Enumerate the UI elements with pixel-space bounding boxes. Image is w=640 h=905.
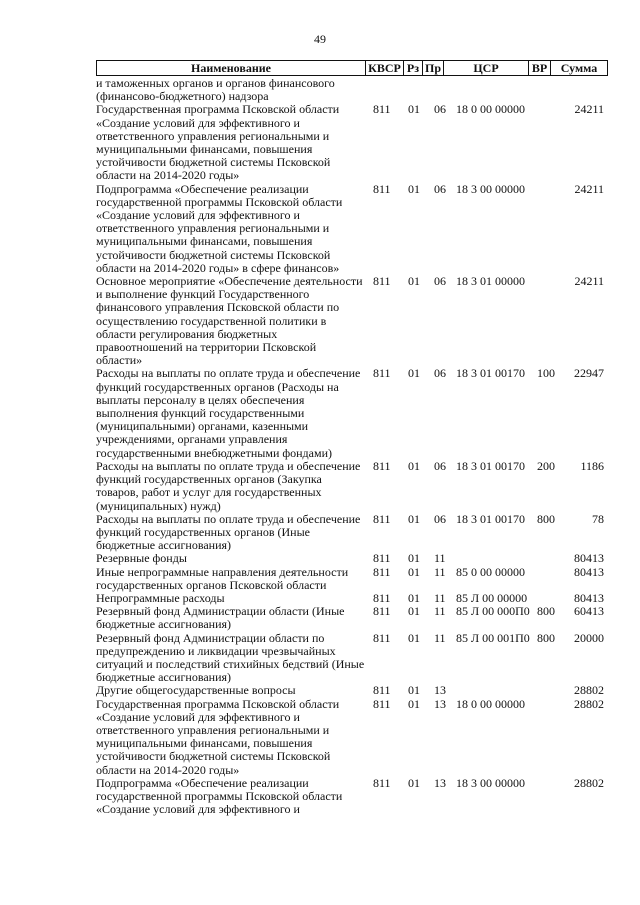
cell-name: Иные непрограммные направления деятельности государственных органов Псковской области — [96, 564, 349, 592]
cell-rz: 01 — [408, 102, 420, 117]
cell-sum: 20000 — [574, 630, 604, 645]
cell-pr: 13 — [434, 775, 446, 790]
cell-rz: 01 — [408, 775, 420, 790]
cell-name: Расходы на выплаты по оплате труда и обеспечение функций государственных органов (Расходы на выплаты персоналу в целях обеспечения выполнения функций государственными (муниципальными) органами, казенными учреждениями, органами управления государственными внебюджетными фондами) — [96, 366, 361, 460]
table-header — [96, 60, 608, 76]
table-row — [96, 698, 608, 777]
cell-name: Расходы на выплаты по оплате труда и обеспечение функций государственных органов (Закупка товаров, работ и услуг для государственных (муниципальных) нужд) — [96, 458, 361, 513]
table-row — [96, 632, 608, 685]
header-kvsr: КВСР — [366, 61, 404, 75]
cell-sum: 24211 — [574, 102, 604, 117]
cell-name: Подпрограмма «Обеспечение реализации государственной программы Псковской области «Создание условий для эффективного и ответственного управления региональными и муниципальными финансами, повышения устойчивости бюджетной системы Псковской области на 2014-2020 годы» в сфере финансов» — [96, 181, 343, 275]
cell-pr: 11 — [434, 604, 446, 619]
cell-name: Резервный фонд Администрации области (Иные бюджетные ассигнования) — [96, 604, 345, 632]
cell-rz: 01 — [408, 511, 420, 526]
cell-csr: 18 3 00 00000 — [456, 181, 525, 196]
cell-rz: 01 — [408, 181, 420, 196]
table-row — [96, 275, 608, 367]
table-row — [96, 552, 608, 565]
cell-kvsr: 811 — [373, 181, 391, 196]
cell-name: Непрограммные расходы — [96, 590, 225, 605]
cell-kvsr: 811 — [373, 458, 391, 473]
cell-vr: 800 — [537, 604, 555, 619]
cell-vr: 800 — [537, 511, 555, 526]
cell-rz: 01 — [408, 274, 420, 289]
cell-rz: 01 — [408, 458, 420, 473]
cell-sum: 24211 — [574, 181, 604, 196]
cell-name: Основное мероприятие «Обеспечение деятельности и выполнение функций Государственного финансового управления Псковской области по осуществлению государственной политики в области регулирования бюджетных правоотношений на территории Псковской области» — [96, 274, 363, 368]
header-csr: ЦСР — [444, 61, 529, 75]
cell-csr: 18 0 00 00000 — [456, 696, 525, 711]
header-sum: Сумма — [560, 61, 598, 75]
table-row — [96, 460, 608, 513]
header-vr: ВР — [529, 61, 551, 75]
cell-pr: 13 — [434, 683, 446, 698]
cell-sum: 80413 — [574, 551, 604, 566]
header-pr: Пр — [423, 61, 444, 75]
cell-pr: 06 — [434, 274, 446, 289]
cell-kvsr: 811 — [373, 102, 391, 117]
cell-csr: 18 0 00 00000 — [456, 102, 525, 117]
cell-sum: 24211 — [574, 274, 604, 289]
cell-sum: 80413 — [574, 590, 604, 605]
cell-name: Государственная программа Псковской области «Создание условий для эффективного и ответственного управления региональными и муниципальными финансами, повышения устойчивости бюджетной системы Псковской области на 2014-2020 годы» — [96, 696, 340, 777]
cell-kvsr: 811 — [373, 274, 391, 289]
cell-name: Подпрограмма «Обеспечение реализации государственной программы Псковской области «Создание условий для эффективного и — [96, 775, 343, 817]
cell-name: Резервный фонд Администрации области по предупреждению и ликвидации чрезвычайных ситуаций и последствий стихийных бедствий (Иные бюджетные ассигнования) — [96, 630, 365, 685]
header-rz: Рз — [404, 61, 423, 75]
cell-vr: 200 — [537, 458, 555, 473]
cell-name: Резервные фонды — [96, 551, 187, 566]
cell-csr: 18 3 00 00000 — [456, 775, 525, 790]
cell-kvsr: 811 — [373, 696, 391, 711]
header-name: Наименование — [97, 61, 366, 75]
cell-sum: 60413 — [574, 604, 604, 619]
cell-pr: 06 — [434, 102, 446, 117]
cell-rz: 01 — [408, 696, 420, 711]
cell-sum: 1186 — [580, 458, 604, 473]
cell-pr: 11 — [434, 630, 446, 645]
cell-rz: 01 — [408, 564, 420, 579]
cell-name: Государственная программа Псковской области «Создание условий для эффективного и ответственного управления региональными и муниципальными финансами, повышения устойчивости бюджетной системы Псковской области на 2014-2020 годы» — [96, 102, 340, 183]
cell-sum: 22947 — [574, 366, 604, 381]
table-row — [96, 605, 608, 631]
table-row — [96, 566, 608, 592]
cell-pr: 06 — [434, 366, 446, 381]
table-row — [96, 183, 608, 275]
cell-csr: 18 3 01 00170 — [456, 366, 525, 381]
cell-rz: 01 — [408, 590, 420, 605]
cell-kvsr: 811 — [373, 604, 391, 619]
cell-pr: 11 — [434, 590, 446, 605]
table-row — [96, 367, 608, 459]
table-row — [96, 103, 608, 182]
cell-rz: 01 — [408, 604, 420, 619]
cell-sum: 78 — [592, 511, 604, 526]
cell-csr: 85 0 00 00000 — [456, 564, 525, 579]
cell-kvsr: 811 — [373, 366, 391, 381]
cell-rz: 01 — [408, 366, 420, 381]
table-row — [96, 684, 608, 697]
cell-rz: 01 — [408, 551, 420, 566]
cell-pr: 06 — [434, 511, 446, 526]
cell-sum: 28802 — [574, 775, 604, 790]
table-row — [96, 513, 608, 553]
page-number: 49 — [314, 32, 326, 46]
cell-kvsr: 811 — [373, 551, 391, 566]
cell-csr: 85 Л 00 00000 — [456, 590, 528, 605]
cell-name: и таможенных органов и органов финансового (финансово-бюджетного) надзора — [96, 76, 335, 104]
cell-vr: 800 — [537, 630, 555, 645]
cell-pr: 11 — [434, 551, 446, 566]
cell-vr: 100 — [537, 366, 555, 381]
cell-csr: 18 3 01 00170 — [456, 511, 525, 526]
cell-rz: 01 — [408, 630, 420, 645]
cell-pr: 06 — [434, 458, 446, 473]
cell-sum: 28802 — [574, 696, 604, 711]
cell-name: Расходы на выплаты по оплате труда и обеспечение функций государственных органов (Иные бюджетные ассигнования) — [96, 511, 361, 553]
cell-csr: 18 3 01 00000 — [456, 274, 525, 289]
cell-pr: 13 — [434, 696, 446, 711]
cell-name: Другие общегосударственные вопросы — [96, 683, 296, 698]
table-body — [96, 77, 608, 816]
cell-sum: 80413 — [574, 564, 604, 579]
cell-csr: 85 Л 00 001П0 — [456, 630, 530, 645]
cell-kvsr: 811 — [373, 564, 391, 579]
cell-sum: 28802 — [574, 683, 604, 698]
table-row — [96, 77, 608, 103]
table-row — [96, 777, 608, 817]
cell-csr: 85 Л 00 000П0 — [456, 604, 530, 619]
cell-kvsr: 811 — [373, 683, 391, 698]
cell-rz: 01 — [408, 683, 420, 698]
cell-kvsr: 811 — [373, 630, 391, 645]
cell-kvsr: 811 — [373, 590, 391, 605]
cell-kvsr: 811 — [373, 775, 391, 790]
cell-csr: 18 3 01 00170 — [456, 458, 525, 473]
cell-kvsr: 811 — [373, 511, 391, 526]
cell-pr: 06 — [434, 181, 446, 196]
cell-pr: 11 — [434, 564, 446, 579]
